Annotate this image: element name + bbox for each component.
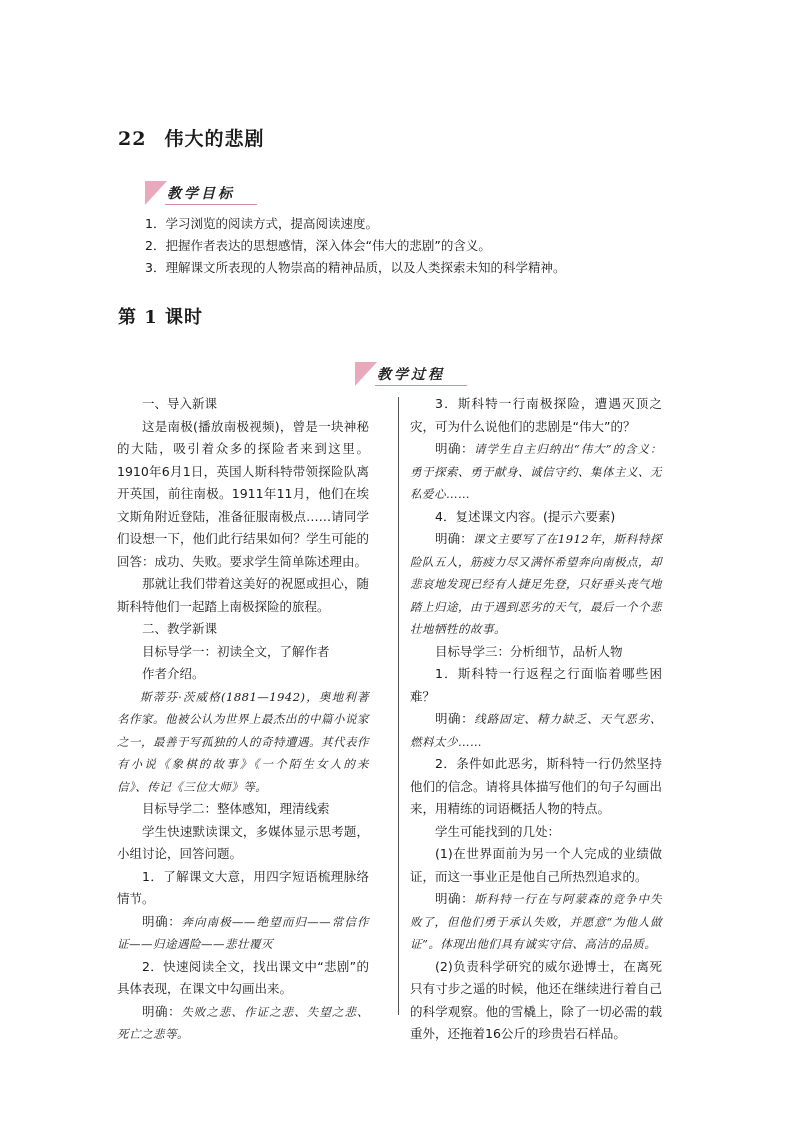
question: 1．了解课文大意，用四字短语梳理脉络情节。 bbox=[117, 868, 369, 906]
objective-item: 1．学习浏览的阅读方式，提高阅读速度。 bbox=[145, 216, 378, 231]
answer-label: 明确： bbox=[142, 913, 182, 929]
goal-heading: 目标导学三：分析细节，品析人物 bbox=[435, 643, 623, 659]
answer bbox=[410, 528, 662, 641]
answer bbox=[410, 438, 662, 506]
right-column bbox=[410, 393, 662, 1046]
answer bbox=[410, 708, 662, 753]
answer-label: 明确： bbox=[435, 711, 475, 726]
column-divider bbox=[398, 397, 399, 1015]
objective-item: 3．理解课文所表现的人物崇高的精神品质，以及人类探索未知的科学精神。 bbox=[145, 260, 566, 275]
lesson-title bbox=[118, 124, 264, 151]
banner-underline bbox=[165, 204, 257, 205]
paragraph: 作者介绍。 bbox=[142, 666, 205, 681]
paragraph: 学生可能找到的几处： bbox=[435, 823, 561, 839]
answer-label: 明确： bbox=[142, 1003, 182, 1019]
question: 3．斯科特一行南极探险，遭遇灭顶之灾，可为什么说他们的悲剧是“伟大”的？ bbox=[410, 396, 662, 434]
question: 2．快速阅读全文，找出课文中“悲剧”的具体表现，在课文中勾画出来。 bbox=[117, 958, 369, 996]
answer-text: 失败之悲、作证之悲、失望之悲、死亡之悲等。 bbox=[117, 1004, 369, 1041]
banner-triangle bbox=[355, 362, 377, 386]
question: 2．条件如此恶劣，斯科特一行仍然坚持他们的信念。请将具体描写他们的句子勾画出来，用精练的词语概括人物的特点。 bbox=[410, 756, 662, 816]
goal-heading: 目标导学一：初读全文，了解作者 bbox=[142, 643, 330, 659]
answer bbox=[410, 888, 662, 956]
paragraph: 学生快速默读课文，多媒体显示思考题，小组讨论，回答问题。 bbox=[117, 823, 369, 861]
left-column bbox=[117, 393, 369, 1046]
answer-text: 奔向南极——绝望而归——常信作证——归途遇险——悲壮覆灭 bbox=[117, 914, 369, 951]
answer-text: 请学生自主归纳出“伟大”的含义：勇于探索、勇于献身、诚信守约、集体主义、无私爱心…… bbox=[410, 442, 662, 501]
author-intro: 斯蒂芬·茨威格(1881—1942)，奥地利著名作家。他被公认为世界上最杰出的中篇小说家之一，最善于写孤独的人的奇特遭遇。其代表作有小说《象棋的故事》《一个陌生女人的来信》、传记《三位大师》等。 bbox=[117, 689, 369, 794]
quote: (2)负责科学研究的威尔逊博士，在离死只有寸步之遥的时候，他还在继续进行着自己的科学观察。他的雪橇上，除了一切必需的载重外，还拖着16公斤的珍贵岩石样品。 bbox=[410, 958, 662, 1041]
answer bbox=[117, 1001, 369, 1046]
answer-text: 斯科特一行在与阿蒙森的竞争中失败了，但他们勇于承认失败，并愿意“为他人做证”。体现出他们具有诚实守信、高洁的品质。 bbox=[410, 892, 662, 951]
period-title: 第 1 课时 bbox=[118, 307, 204, 328]
process-banner-text: 教学过程 bbox=[377, 367, 445, 383]
answer bbox=[117, 911, 369, 956]
lesson-number: 22 bbox=[118, 128, 147, 150]
paragraph: 那就让我们带着这美好的祝愿或担心，随斯科特他们一起踏上南极探险的旅程。 bbox=[117, 576, 369, 614]
answer-text: 线路固定、精力缺乏、天气恶劣、燃料太少…… bbox=[410, 712, 662, 749]
question: 1．斯科特一行返程之行面临着哪些困难？ bbox=[410, 666, 662, 704]
answer-label: 明确： bbox=[435, 531, 473, 546]
objectives-banner-text: 教学目标 bbox=[167, 186, 235, 202]
section-heading: 二、教学新课 bbox=[142, 621, 218, 636]
section-heading: 一、导入新课 bbox=[142, 396, 218, 411]
answer-label: 明确： bbox=[435, 891, 475, 906]
banner-underline bbox=[375, 385, 467, 386]
goal-heading: 目标导学二：整体感知，理清线索 bbox=[142, 801, 330, 816]
objective-item: 2．把握作者表达的思想感情，深入体会“伟大的悲剧”的含义。 bbox=[145, 238, 491, 253]
objectives-banner bbox=[145, 181, 255, 205]
quote: (1)在世界面前为另一个人完成的业绩做证，而这一事业正是他自己所热烈追求的。 bbox=[410, 846, 662, 884]
paragraph: 这是南极(播放南极视频)，曾是一块神秘的大陆，吸引着众多的探险者来到这里。1910年6月1日，英国人斯科特带领探险队离开英国，前往南极。1911年11月，他们在埃文斯角附近登陆，准备征服南极点……请同学们设想一下，他们此行结果如何？学生可能的回答：成功、失败。要求学生简单陈述理由。 bbox=[117, 418, 369, 569]
banner-triangle bbox=[145, 181, 167, 205]
answer-label: 明确： bbox=[435, 441, 474, 456]
question: 4．复述课文内容。(提示六要素) bbox=[435, 508, 616, 524]
process-banner bbox=[355, 362, 465, 386]
answer-text: 课文主要写了在1912年，斯科特探险队五人，筋疲力尽又满怀希望奔向南极点，却悲哀地发现已经有人捷足先登，只好垂头丧气地踏上归途，由于遇到恶劣的天气，最后一个个悲壮地牺牲的故事。 bbox=[410, 532, 662, 636]
lesson-name: 伟大的悲剧 bbox=[164, 128, 265, 150]
